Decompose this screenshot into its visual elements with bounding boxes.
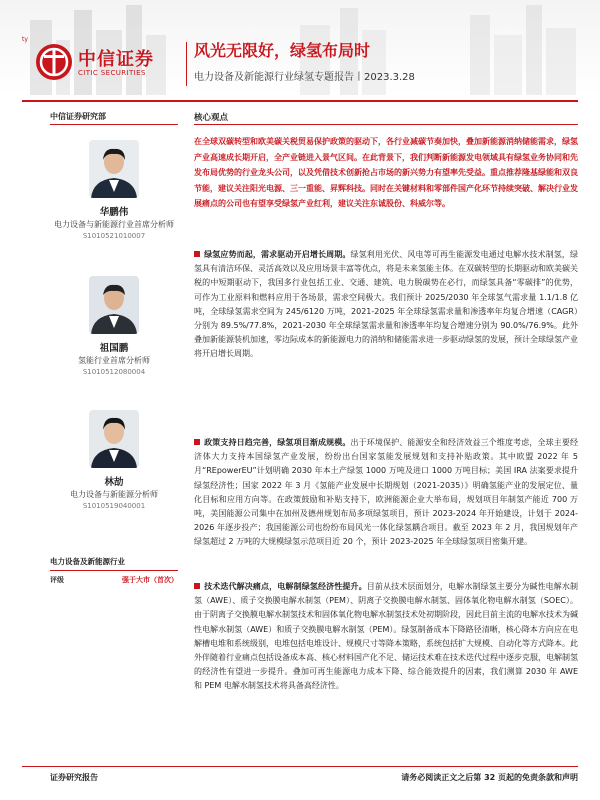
analyst-cert-number: S1010521010007 xyxy=(82,232,146,240)
report-subtitle: 电力设备及新能源行业绿氢专题报告丨2023.3.28 xyxy=(194,72,415,83)
analyst-cert-number: S1010519040001 xyxy=(82,502,146,510)
header-rule xyxy=(22,100,578,102)
footer-report-type: 证券研究报告 xyxy=(50,773,98,782)
title-divider xyxy=(186,42,187,86)
core-view-rule xyxy=(194,124,578,125)
industry-rating-block xyxy=(50,556,178,585)
footer-disclaimer: 请务必阅读正文之后第 32 页起的免责条款和声明 xyxy=(401,773,578,782)
analyst-role: 氢能行业首席分析师 xyxy=(78,356,150,365)
section-heading: 技术迭代解决痛点，电解制绿氢经济性提升。 xyxy=(204,582,367,591)
section-heading: 绿氢应势而起，需求驱动开启增长周期。 xyxy=(204,250,351,259)
analyst-card xyxy=(50,276,178,376)
corner-mark: ty xyxy=(22,36,28,43)
report-section xyxy=(194,248,578,362)
analyst-photo xyxy=(89,276,139,334)
footer-rule xyxy=(22,766,578,767)
rating-value: 强于大市（首次） xyxy=(122,576,178,584)
core-summary: 在全球双碳转型和欧美碳关税贸易保护政策的驱动下，各行业减碳节奏加快，叠加新能源消纳储能需求，绿氢产业高速成长期开启，全产业链进入景气区间。在此背景下，我们判断新能源发电领域具有绿氢业务协同和先发布局优势的行业龙头公司，以及凭借技术创新抢占市场的新兴势力有望率先受益。重点推荐隆基绿能和双良节能，建议关注阳光电源、三一重能、昇辉科技。同时在关键材料和零部件国产化环节持续突破、解决行业发展痛点的公司也有望享受绿氢产业红利，建议关注东诚股份、科威尔等。 xyxy=(194,137,578,209)
section-bullet-icon xyxy=(194,251,200,257)
analyst-card xyxy=(50,140,178,240)
analyst-role: 电力设备与新能源分析师 xyxy=(70,490,158,499)
analyst-role: 电力设备与新能源行业首席分析师 xyxy=(54,220,174,229)
analyst-name: 华鹏伟 xyxy=(99,207,129,218)
analyst-name: 祖国鹏 xyxy=(99,343,129,354)
logo-english-name: CITIC SECURITIES xyxy=(78,69,146,77)
section-heading: 政策支持日趋完善，绿氢项目渐成规模。 xyxy=(204,438,351,447)
section-body: 目前从技术层面划分，电解水制绿氢主要分为碱性电解水制氢（AWE）、质子交换膜电解水制氢（PEM）、阴离子交换膜电解水制氢、固体氧化物电解水制氢（SOEC）。由于阴离子交换膜电解水制氢技术和固体氧化物电解水制氢技术处初期阶段，因此目前主流的电解水技术为碱性电解水制氢（AWE）和质子交换膜电解水制氢（PEM）。绿氢制备成本下降路径清晰，核心降本方向应在电解槽电堆和系统级别，电堆包括电堆设计、规模尺寸等降本策略，系统包括扩大规模、自动化等方式降本。此外伴随着行业痛点包括设备成本高、核心材料国产化不足、储运技术难在技术迭代过程中逐步克服，电解制氢的经济性有望进一步提升。叠加可再生能源电力成本下降、综合能效提升的因素，我们测算 2030 年 AWE 和 PEM 电解水制氢技术将具备高经济性。 xyxy=(194,582,579,691)
citic-logo xyxy=(36,44,196,84)
analyst-photo xyxy=(89,140,139,198)
report-section xyxy=(194,580,578,694)
research-dept-label: 中信证券研究部 xyxy=(50,112,106,121)
analyst-card xyxy=(50,410,178,510)
section-body: 绿氢利用光伏、风电等可再生能源发电通过电解水技术制氢，绿氢具有清洁环保、灵活高效以及应用场景丰富等优点，将是未来氢能主体。在双碳转型的长期驱动和欧美碳关税的中短期驱动下，我国多行业包括工业、交通、建筑、电力脱碳势在必行，而绿氢具备“零碳排”的优势，可作为工业原料和燃料应用于各场景，需求空间极大。我们预计 2025/2030 年全球氢气需求量 1.1/1.8 亿吨，全球绿氢需求空间为 245/6120 万吨，2021-2025 年全球绿氢需求量和渗透率年均复合增速（CAGR）分别为 89.5%/77.8%，2021-2030 年全球绿氢需求量和渗透率年均复合增速分别为 90.0%/76.9%。此外叠加新能源装机加速，零边际成本的新能源电力的消纳和储能需求进一步驱动绿氢的发展，预计全球绿氢产业将开启增长周期。 xyxy=(194,250,579,359)
report-section xyxy=(194,436,578,550)
logo-chinese-name: 中信证券 xyxy=(78,49,154,70)
section-bullet-icon xyxy=(194,583,200,589)
analyst-cert-number: S1010512080004 xyxy=(82,368,146,376)
industry-title: 电力设备及新能源行业 xyxy=(50,556,178,571)
analyst-name: 林劼 xyxy=(104,477,124,488)
citic-emblem-icon xyxy=(36,44,72,80)
rating-label: 评级 xyxy=(50,576,64,584)
rating-row xyxy=(50,575,178,585)
section-body: 出于环境保护、能源安全和经济效益三个维度考虑，全球主要经济体大力支持本国绿氢产业发展，纷纷出台国家氢能发展规划和支持补贴政策。其中欧盟 2022 年 5 月“REpowerEU”计划明确 2030 年本土产绿氢 1000 万吨及进口 1000 万吨目标；美国 IRA 法案要求提升绿氢经济性；国家 2022 年 3 月《氢能产业发展中长期规划（2021-2035）》明确氢能产业的发展定位、量化目标和应用方向等。在政策鼓励和补贴支持下，欧洲能源企业大举布局，规划项目年制氢产能近 700 万吨，美国能源公司集中在加州及德州规划布局多项绿氢项目，预计 2023-2024 年开始建设，计划于 2024-2026 年逐步投产；我国能源公司也纷纷布局风光一体化绿氢耦合项目。截至 2023 年 2 月，我国规划年产绿氢超过 2 万吨的大规模绿氢示范项目近 20 个，预计 2023-2025 年全球绿氢项目密集开建。 xyxy=(194,438,579,547)
report-title: 风光无限好，绿氢布局时 xyxy=(194,41,371,60)
analyst-photo xyxy=(89,410,139,468)
sidebar-rule xyxy=(50,124,178,125)
core-view-heading: 核心观点 xyxy=(194,113,229,123)
section-bullet-icon xyxy=(194,439,200,445)
